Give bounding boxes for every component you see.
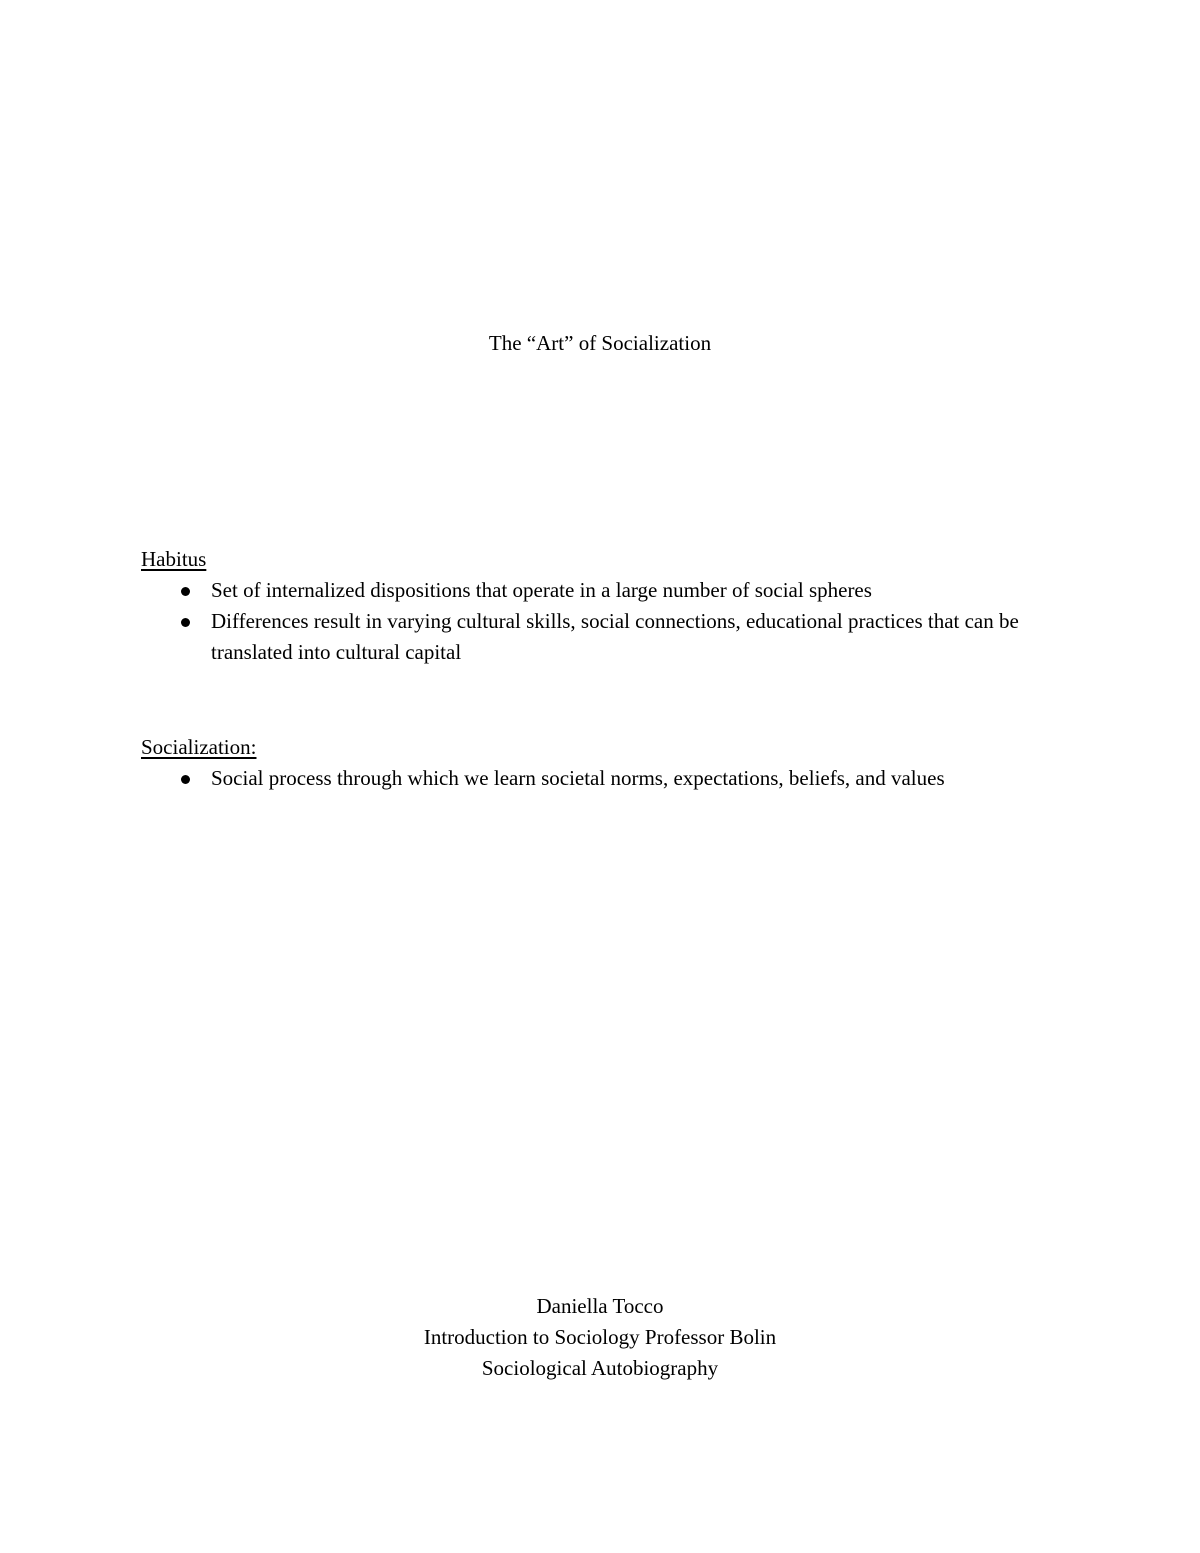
list-item	[141, 763, 1081, 794]
author-block	[0, 1291, 1200, 1384]
section-socialization	[141, 732, 1081, 794]
course-info: Introduction to Sociology Professor Bolin	[423, 1325, 777, 1349]
section-habitus	[141, 544, 1081, 668]
list-item-text: Differences result in varying cultural skills, social connections, educational practices that can be translated into cultural capital	[211, 609, 1019, 664]
bullet-list-socialization	[141, 763, 1081, 794]
section-heading-socialization: Socialization:	[141, 735, 257, 759]
bullet-icon	[181, 775, 190, 784]
page-title: The “Art” of Socialization	[488, 331, 712, 355]
list-item-text: Social process through which we learn societal norms, expectations, beliefs, and values	[211, 766, 945, 790]
list-item	[141, 606, 1081, 668]
bullet-icon	[181, 587, 190, 596]
assignment-title: Sociological Autobiography	[481, 1356, 719, 1380]
section-heading-habitus: Habitus	[141, 547, 207, 571]
bullet-icon	[181, 618, 190, 627]
author-name: Daniella Tocco	[536, 1294, 664, 1318]
list-item-text: Set of internalized dispositions that operate in a large number of social spheres	[211, 578, 872, 602]
bullet-list-habitus	[141, 575, 1081, 668]
list-item	[141, 575, 1081, 606]
